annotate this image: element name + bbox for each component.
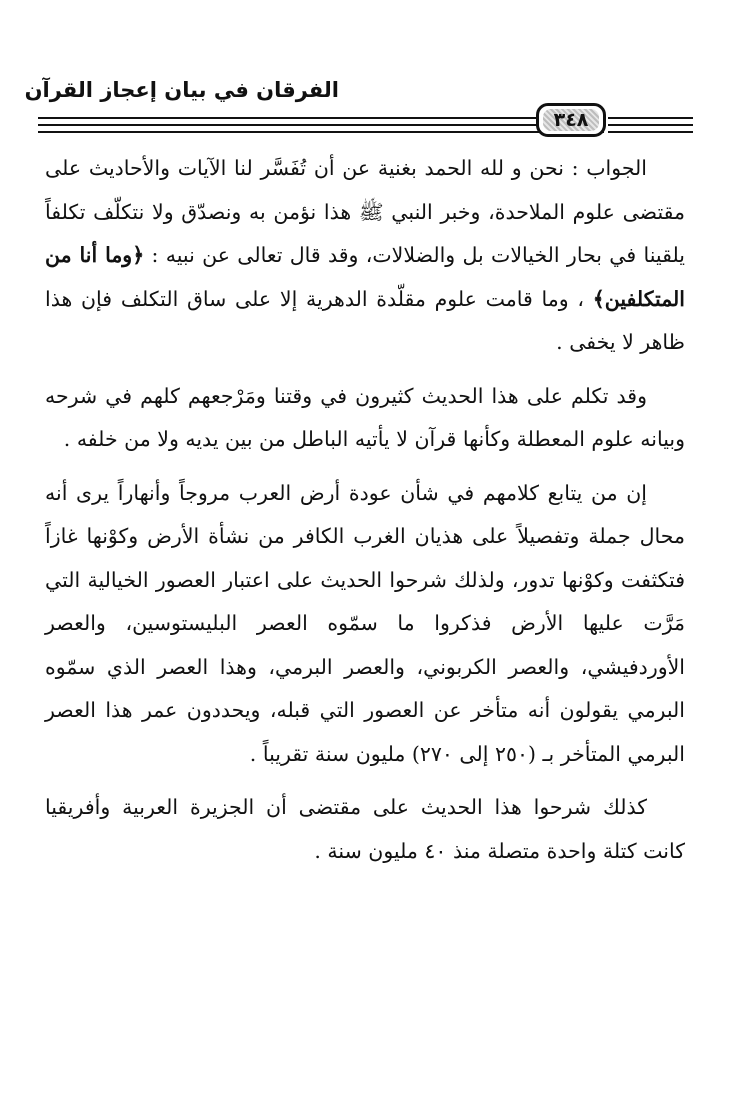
header-rule [38, 131, 604, 133]
header-rule [38, 117, 604, 119]
answer-text-end: ، وما قامت علوم مقلّدة الدهرية إلا على ساق التكلف فإن هذا ظاهر لا يخفى . [45, 286, 685, 354]
paragraph-answer [45, 147, 685, 365]
page-number-frame [536, 103, 606, 137]
header-rule [608, 124, 693, 126]
header-rule [38, 124, 604, 126]
quran-quote: ﴿وما أنا من المتكلفين﴾ [45, 243, 685, 311]
paragraph-arabian-peninsula: كذلك شرحوا هذا الحديث على مقتضى أن الجزيرة العربية وأفريقيا كانت كتلة واحدة متصلة منذ ٤٠ مليون سنة . [45, 795, 685, 863]
paragraph-geological-eras: إن من يتابع كلامهم في شأن عودة أرض العرب مروجاً وأنهاراً يرى أنه محال جملة وتفصيلاً على هذيان الغرب الكافر من نشأة الأرض وكوْنها غازاً فتكثفت وكوْنها تدور، ولذلك شرحوا الحديث على اعتبار العصور الخيالية التي مَرَّت عليها الأرض فذكروا ما سمّوه العصر البليستوسين، والعصر الأوردفيشي، والعصر الكربوني، والعصر البرمي، وهذا العصر الذي سمّوه البرمي يقولون أنه متأخر عن العصور التي قبله، ويحددون عمر هذا العصر البرمي المتأخر بـ (٢٥٠ إلى ٢٧٠) مليون سنة تقريباً . [45, 480, 685, 766]
paragraph-commentators: وقد تكلم على هذا الحديث كثيرون في وقتنا ومَرْجعهم كلهم في شرحه وبيانه علوم المعطلة وكأنها قرآن لا يأتيه الباطل من بين يديه ولا من خلفه . [45, 383, 685, 451]
body-text [45, 147, 685, 883]
answer-text-start: الجواب : نحن و لله الحمد بغنية عن أن تُفَسَّر لنا الآيات والأحاديث على مقتضى علوم الملاحدة، وخبر النبي ﷺ هذا نؤمن به ونصدّق ولا نتكلّف تكلفاً يلقينا في بحار الخيالات بل والضلالات، وقد قال تعالى عن نبيه : [45, 156, 685, 267]
running-title: الفرقان في بيان إعجاز القرآن [24, 78, 339, 102]
header-rule [608, 131, 693, 133]
page-number: ٣٤٨ [543, 109, 599, 131]
header-rule [608, 117, 693, 119]
